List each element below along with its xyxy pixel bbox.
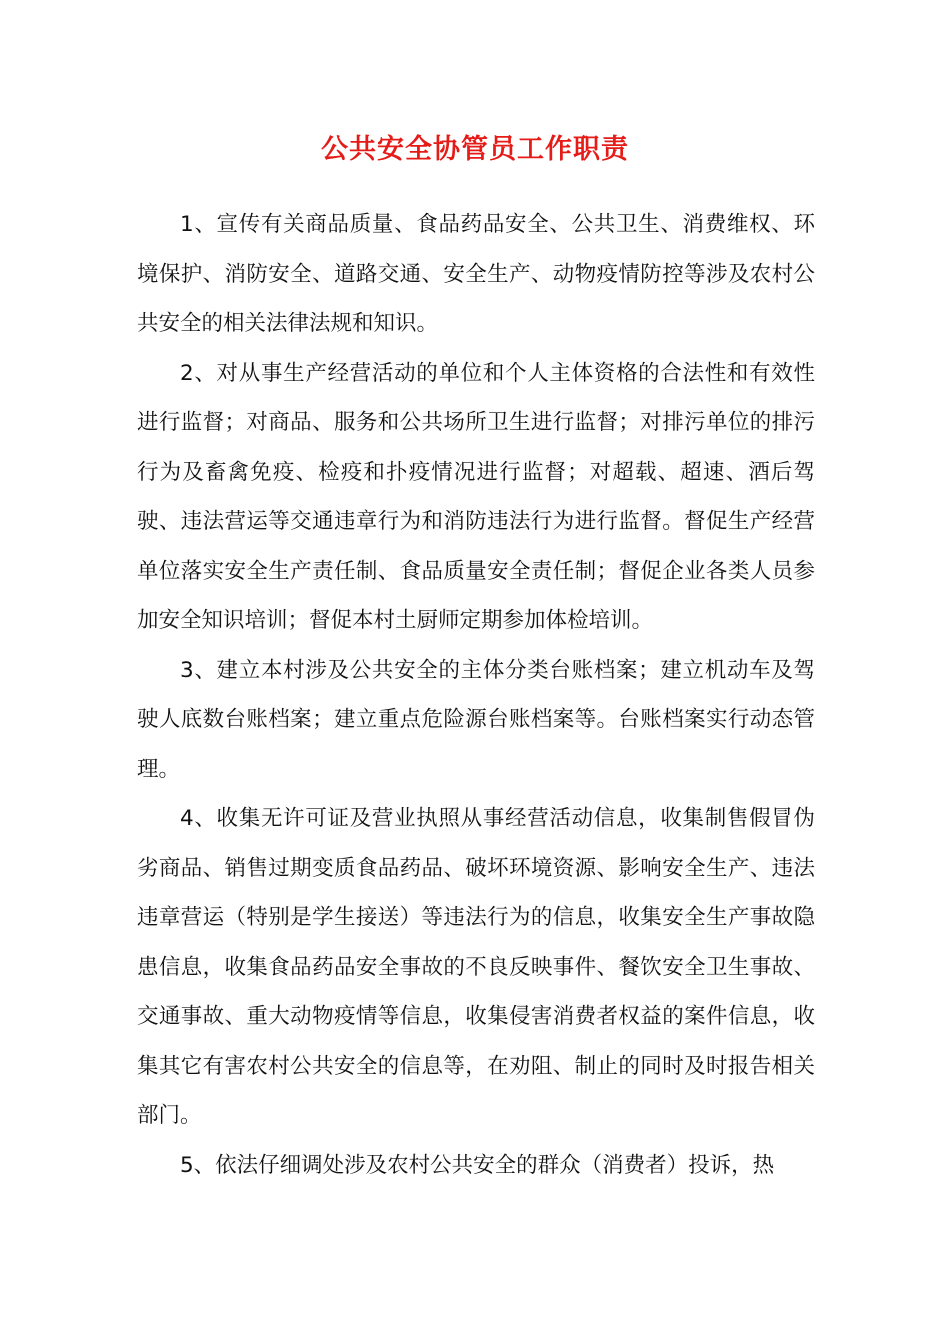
paragraph-2: 2、对从事生产经营活动的单位和个人主体资格的合法性和有效性进行监督；对商品、服务和公共场所卫生进行监督；对排污单位的排污行为及畜禽免疫、检疫和扑疫情况进行监督；对超载、超速、酒后驾驶、违法营运等交通违章行为和消防违法行为进行监督。督促生产经营单位落实安全生产责任制、食品质量安全责任制；督促企业各类人员参加安全知识培训；督促本村土厨师定期参加体检培训。 bbox=[137, 360, 815, 633]
document-body bbox=[137, 200, 815, 1190]
paragraph-4: 4、收集无许可证及营业执照从事经营活动信息，收集制售假冒伪劣商品、销售过期变质食品药品、破坏环境资源、影响安全生产、违法违章营运（特别是学生接送）等违法行为的信息，收集安全生产事故隐患信息，收集食品药品安全事故的不良反映事件、餐饮安全卫生事故、交通事故、重大动物疫情等信息，收集侵害消费者权益的案件信息，收集其它有害农村公共安全的信息等，在劝阻、制止的同时及时报告相关部门。 bbox=[137, 806, 815, 1128]
document-title: 公共安全协管员工作职责 bbox=[321, 134, 629, 165]
paragraph-1: 1、宣传有关商品质量、食品药品安全、公共卫生、消费维权、环境保护、消防安全、道路交通、安全生产、动物疫情防控等涉及农村公共安全的相关法律法规和知识。 bbox=[137, 212, 815, 336]
paragraph-5: 5、依法仔细调处涉及农村公共安全的群众（消费者）投诉，热 bbox=[180, 1152, 775, 1178]
paragraph-3: 3、建立本村涉及公共安全的主体分类台账档案；建立机动车及驾驶人底数台账档案；建立重点危险源台账档案等。台账档案实行动态管理。 bbox=[137, 657, 815, 782]
